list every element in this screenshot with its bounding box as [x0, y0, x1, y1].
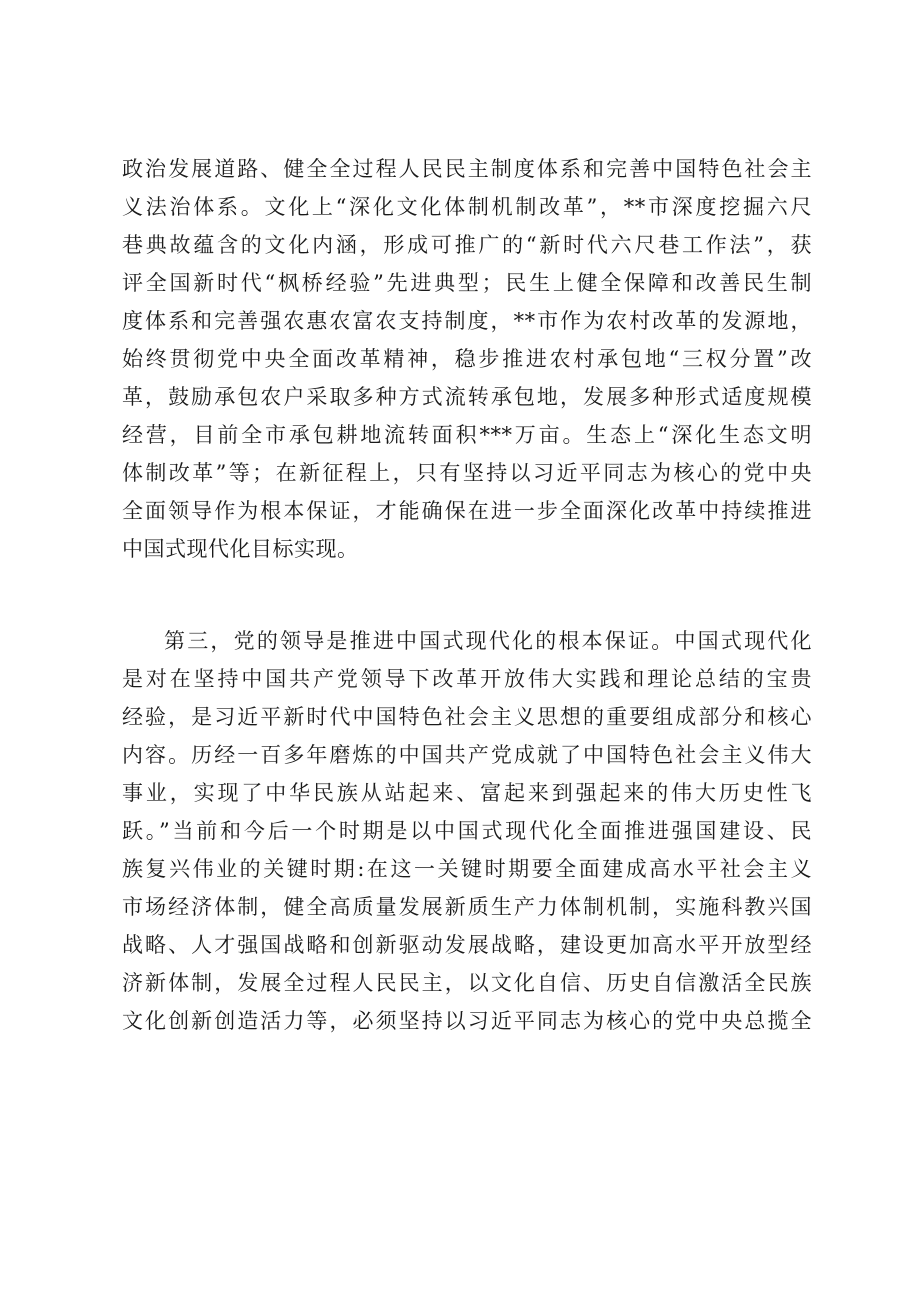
paragraph-1-line: 全面领导作为根本保证，才能确保在进一步全面深化改革中持续推进 — [122, 499, 812, 523]
paragraph-2-line: 跃。”当前和今后一个时期是以中国式现代化全面推进强国建设、民 — [122, 819, 812, 843]
paragraph-2-line: 是对在坚持中国共产党领导下改革开放伟大实践和理论总结的宝贵 — [122, 667, 812, 691]
paragraph-2 — [122, 622, 812, 1040]
paragraph-2-line: 第三，党的领导是推进中国式现代化的根本保证。中国式现代化 — [164, 629, 812, 653]
paragraph-1-line: 义法治体系。文化上“深化文化体制机制改革”，**市深度挖掘六尺 — [122, 195, 812, 219]
paragraph-2-line: 族复兴伟业的关键时期:在这一关键时期要全面建成高水平社会主义 — [122, 857, 812, 881]
paragraph-1-line: 政治发展道路、健全全过程人民民主制度体系和完善中国特色社会主 — [122, 157, 812, 181]
paragraph-1-line: 度体系和完善强农惠农富农支持制度，**市作为农村改革的发源地， — [122, 309, 812, 333]
paragraph-2-line: 内容。历经一百多年磨炼的中国共产党成就了中国特色社会主义伟大 — [122, 743, 812, 767]
paragraph-2-line: 市场经济体制，健全高质量发展新质生产力体制机制，实施科教兴国 — [122, 895, 812, 919]
paragraph-1-line: 经营，目前全市承包耕地流转面积***万亩。生态上“深化生态文明 — [122, 423, 812, 447]
paragraph-1-line: 中国式现代化目标实现。 — [122, 537, 359, 561]
paragraph-2-line: 战略、人才强国战略和创新驱动发展战略，建设更加高水平开放型经 — [122, 933, 812, 957]
paragraph-1-line: 体制改革”等；在新征程上，只有坚持以习近平同志为核心的党中央 — [122, 461, 812, 485]
paragraph-2-line: 经验，是习近平新时代中国特色社会主义思想的重要组成部分和核心 — [122, 705, 812, 729]
paragraph-1 — [122, 150, 812, 568]
paragraph-2-line: 济新体制，发展全过程人民民主，以文化自信、历史自信激活全民族 — [122, 971, 812, 995]
paragraph-1-line: 评全国新时代“枫桥经验”先进典型；民生上健全保障和改善民生制 — [122, 271, 812, 295]
paragraph-1-line: 革，鼓励承包农户采取多种方式流转承包地，发展多种形式适度规模 — [122, 385, 812, 409]
paragraph-1-line: 巷典故蕴含的文化内涵，形成可推广的“新时代六尺巷工作法”，获 — [122, 233, 812, 257]
paragraph-2-line: 事业，实现了中华民族从站起来、富起来到强起来的伟大历史性飞 — [122, 781, 812, 805]
paragraph-2-line: 文化创新创造活力等，必须坚持以习近平同志为核心的党中央总揽全 — [122, 1009, 812, 1033]
paragraph-1-line: 始终贯彻党中央全面改革精神，稳步推进农村承包地“三权分置”改 — [122, 347, 812, 371]
